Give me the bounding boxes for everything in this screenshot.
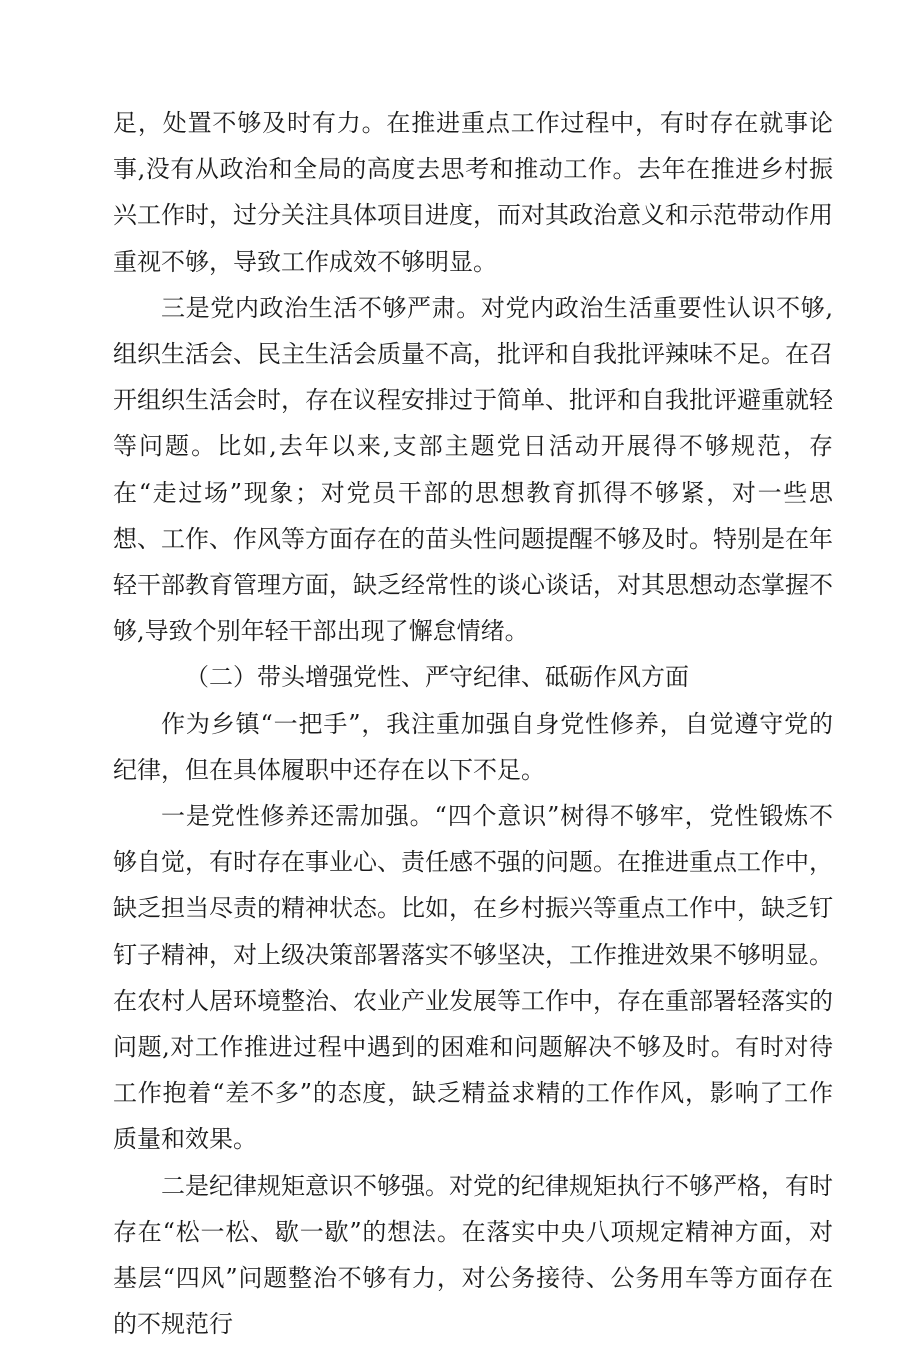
paragraph-intro: 作为乡镇“一把手”，我注重加强自身党性修养，自觉遵守党的纪律，但在具体履职中还存在以下不足。 bbox=[113, 709, 833, 784]
paragraph-party-life: 三是党内政治生活不够严肃。对党内政治生活重要性认识不够,组织生活会、民主生活会质量不高，批评和自我批评辣味不足。在召开组织生活会时，存在议程安排过于简单、批评和自我批评避重就轻等问题。比如,去年以来,支部主题党日活动开展得不够规范，存在“走过场”现象；对党员干部的思想教育抓得不够紧，对一些思想、工作、作风等方面存在的苗头性问题提醒不够及时。特别是在年轻干部教育管理方面，缺乏经常性的谈心谈话，对其思想动态掌握不够,导致个别年轻干部出现了懈怠情绪。 bbox=[113, 293, 833, 646]
paragraph-continuation: 足，处置不够及时有力。在推进重点工作过程中，有时存在就事论事,没有从政治和全局的高度去思考和推动工作。去年在推进乡村振兴工作时，过分关注具体项目进度，而对其政治意义和示范带动作用重视不够，导致工作成效不够明显。 bbox=[113, 109, 833, 276]
document-body bbox=[113, 100, 833, 1347]
section-heading: （二）带头增强党性、严守纪律、砥砺作风方面 bbox=[185, 663, 689, 692]
paragraph-party-spirit: 一是党性修养还需加强。“四个意识”树得不够牢，党性锻炼不够自觉，有时存在事业心、责任感不强的问题。在推进重点工作中，缺乏担当尽责的精神状态。比如，在乡村振兴等重点工作中，缺乏钉钉子精神，对上级决策部署落实不够坚决，工作推进效果不够明显。在农村人居环境整治、农业产业发展等工作中，存在重部署轻落实的问题,对工作推进过程中遇到的困难和问题解决不够及时。有时对待工作抱着“差不多”的态度，缺乏精益求精的工作作风，影响了工作质量和效果。 bbox=[113, 802, 833, 1154]
paragraph-discipline: 二是纪律规矩意识不够强。对党的纪律规矩执行不够严格，有时存在“松一松、歇一歇”的想法。在落实中央八项规定精神方面，对基层“四风”问题整治不够有力，对公务接待、公务用车等方面存在的不规范行 bbox=[113, 1171, 833, 1339]
